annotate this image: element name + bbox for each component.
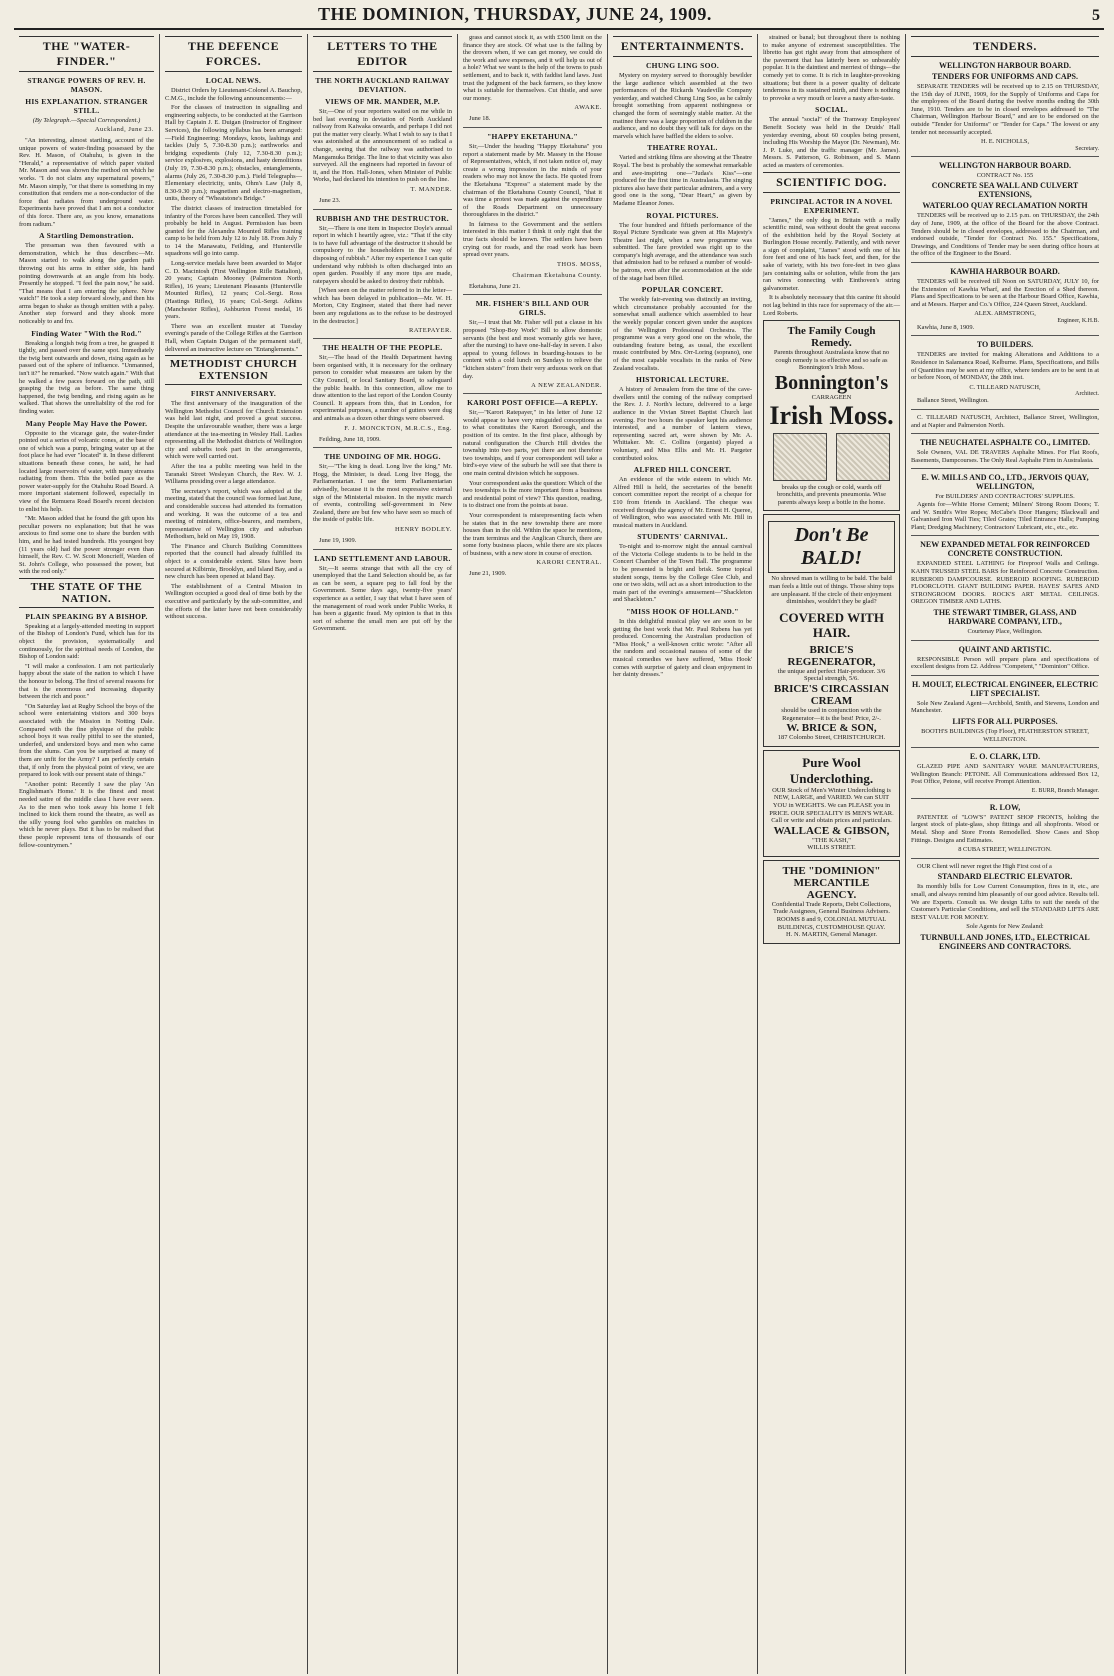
business-title: E. W. MILLS AND CO., LTD., JERVOIS QUAY, WELLINGTON, xyxy=(921,473,1089,492)
letter-signature: T. MANDER. xyxy=(410,185,452,193)
tender-signature: C. TILLEARD NATUSCH, xyxy=(969,383,1041,391)
advert-address: 187 Colombo Street, CHRISTCHURCH. xyxy=(777,734,886,742)
tender-subtitle: CONCRETE SEA WALL AND CULVERT EXTENSIONS, xyxy=(931,181,1079,200)
paragraph: "James," the only dog in Britain with a really scientific mind, was without doubt the great success of the exhibition held by the Royal Society at Burlington House recently. Patiently, and with never a sign of complaint, "James" stood with one of his fore feet and one of his back feet, and then, for the sake of variety, with his two fore-feet in two glass jars containing salts or solution, while from the jars ran wires connecting with Einthoven's string galvanometer. xyxy=(763,216,900,292)
business-title: E. O. CLARK, LTD. xyxy=(969,752,1041,762)
paragraph: Sir,—It seems strange that with all the cry of unemployed that the Land Selection should be, as far as can be seen, a square peg to fall foul by the Government. Some days ago, twenty-five years' experience as a settler, I say that what I have seen of the management of road work under Public Works, it has been a gigantic fraud. My opinion is that in this sort of scheme the small men are put off by the Government. xyxy=(313,564,452,633)
masthead-title: THE DOMINION, THURSDAY, JUNE 24, 1909. xyxy=(318,4,712,24)
columns xyxy=(14,34,1104,1674)
subheading: MR. FISHER'S BILL AND OUR GIRLS. xyxy=(475,299,590,318)
column-5 xyxy=(608,34,758,1674)
paragraph: [When seen on the matter referred to in the letter—which has been delayed in publication—Mr. W. H. Morton, City Engineer, stated that there had never been any regulations as to the refuse to be destroyed in the destructor.] xyxy=(313,287,452,325)
subheading: THE NORTH AUCKLAND RAILWAY DEVIATION. xyxy=(315,76,450,94)
tender-date: Kawhia, June 8, 1909. xyxy=(917,323,975,331)
article-heading: THE "WATER-FINDER." xyxy=(19,36,154,72)
tender-title: TO BUILDERS. xyxy=(976,340,1034,350)
business-body: GLAZED PIPE AND SANITARY WARE MANUFACTURERS, Wellington Branch: PETONE. All Communications addressed Box 12, Post Office, Petone, will receive Prompt Attention. xyxy=(911,763,1099,786)
subheading: HIS EXPLANATION. STRANGER STILL. xyxy=(25,97,148,115)
paragraph: For the classes of instruction in signalling and engineering subjects, to be conducted at the Garrison Hall by Captain J. E. Duigan (Instructor of Engineer Services), the following syllabus has been arranged:—Field Engineering: Mondays, knots, lashings and tackles (July 5, 7.30-8.30 p.m.); earthworks and bridging expedients (July 12, 7.30-8.30 p.m.); service explosives, explosions, and hasty demolitions (July 19, 7.30-8.30 p.m.); obstacles, entanglements, alarms (July 26, 7.30-8.30 p.m.). Field Telegraphs—Elementary electricity, units, Ohm's Law (July 8, 8.30-9.30 p.m.); magnetism and electro-magnetism, units, theory of "Wheatstone's Bridge." xyxy=(165,104,302,203)
subheading: KARORI POST OFFICE—A REPLY. xyxy=(467,398,598,408)
article-heading: THE STATE OF THE NATION. xyxy=(19,578,154,608)
tender-contract: CONTRACT No. 155 xyxy=(976,171,1034,179)
advert-title: Pure Wool Underclothing. xyxy=(789,754,874,786)
divider xyxy=(911,798,1099,799)
subheading: ALFRED HILL CONCERT. xyxy=(633,465,732,475)
divider xyxy=(911,675,1099,676)
letter-date: June 23. xyxy=(319,196,341,204)
paragraph: "Another point: Recently I saw the play 'An Englishman's Home.' It is the finest and most needed satire of the middle class I have ever seen. As to the men who took away his home I felt inclined to kick them round the theatre, as well as the silly young fool who gambles on matches in which he never plays. But it has to be realised that these people represent tens of thousands of our fellow-countrymen." xyxy=(19,780,154,849)
subheading: "HAPPY EKETAHUNA." xyxy=(487,131,578,141)
column-3 xyxy=(308,34,458,1674)
advert-firm: WALLACE & GIBSON, xyxy=(773,824,890,837)
advert-body: Confidential Trade Reports, Debt Collections, Trade Assignees, General Business Advisers. ROOMS 8 and 9, COLONIAL MUTUAL BUILDINGS, CUSTOMHOUSE QUAY. xyxy=(771,900,892,931)
testimonial-box-image xyxy=(773,433,827,481)
advert-body: No shrewd man is willing to be bald. The bald man feels a little out of things. Those shiny tops are unpleasant. If the circle of their enjoyment diminishes, wouldn't they be glad? xyxy=(769,575,894,606)
article-heading: METHODIST CHURCH EXTENSION xyxy=(165,355,302,385)
bottle-image xyxy=(836,433,890,481)
subheading: ROYAL PICTURES. xyxy=(646,210,719,220)
divider xyxy=(313,447,452,448)
subheading: THE HEALTH OF THE PEOPLE. xyxy=(322,343,443,353)
paragraph: The Finance and Church Building Committees reported that the council had already fulfilled its object to a considerable extent. Sites have been secured at Kilbirnie, Brooklyn, and Island Bay, and a new church has been opened at Island Bay. xyxy=(165,542,302,581)
business-address: 8 CUBA STREET, WELLINGTON. xyxy=(958,846,1052,854)
tender-address: Ballance Street, Wellington. xyxy=(917,397,989,405)
paragraph: The weekly fair-evening was distinctly an inviting, which circumstance probably accounted for the somewhat small audience which assembled to hear the weekly popular concert given under the auspices of the Wellington Professional Orchestra. The programme was a very good one on the whole, the outstanding feature being, as usual, the excellent music contributed by Mrs. Orr-Loring (soprano), one of the most capable vocalists in the ranks of New Zealand vocalists. xyxy=(613,296,752,372)
subheading: Many People May Have the Power. xyxy=(25,418,148,428)
tender-signature-title: Engineer, K.H.B. xyxy=(1057,317,1099,324)
subheading: POPULAR CONCERT. xyxy=(641,285,724,295)
paragraph: Sir,—The head of the Health Department having been organised with, it is necessary for the ordinary person to consider what measures are taken by the City Council, or local Sanitary Board, to safeguard the public health. In this connection, allow me to draw attention to the last report of the London County Council. It appears from this, that in London, for experimental purposes, a number of gutters were dug and animals as a dozen other things were observed. xyxy=(313,354,452,422)
advert-tail: breaks up the cough or cold, wards off bronchitis, and prevents pneumonia. Wise parents always keep a bottle in the home. xyxy=(776,483,886,506)
letter-signature-title: Chairman Eketahuna County. xyxy=(512,271,602,279)
paragraph: Sir,—"Karori Ratepayer," in his letter of June 12 would appear to have very misguided conceptions as to what constitutes the Karori Borough, and the position of its centre. In the first place, although by natural configuration the Church Hill divides the township into two parts, yet there are not therefore two townships, and if your correspondent will take a bird's-eye view of the suburb he will see that there is one main central division which he supposes. xyxy=(463,409,602,477)
tender-signature: ALEX. ARMSTRONG, xyxy=(974,310,1036,318)
letter-date: June 18. xyxy=(469,115,491,123)
paragraph: A history of Jerusalem from the time of the cave-dwellers until the coming of the railway comprised the Rev. J. J. North's lecture, delivered to a large audience in the Vivian Street Baptist Church last evening. For two hours the speaker kept his audience interested, and a number of lantern views, representing sacred art, were shown by Mr. A. Whittaker. Mr. C. Collins (organist) played a voluntary, and Miss Ellis and Mr. H. Pargeter contributed solos. xyxy=(613,386,752,462)
paragraph: Sir,—I trust that Mr. Fisher will put a clause in his proposed "Shop-Boy Work" Bill to allow domestic servants (the best and most womanly girls we have, after the nursing) to have one-half-day in seven. I also appeal to young fellows in boarding-houses to be content with a cold lunch on Sundays to relieve the "kitchen sisters" from their very arduous work on that day. xyxy=(463,319,602,380)
business-body: Agents for—White Horse Cement; Milners' Strong Room Doors; T. and W. Smith's Wire Ropes; McCabe's Door Hangers; Blackwall and Galvanised Iron Wall Ties; Tiled Grates; Tiled Entrance Halls; Pumping Plant; Dredging Machinery; Contractors' Lubricant, etc., etc., etc. xyxy=(911,501,1099,531)
business-body: Its monthly bills for Low Current Consumption, fires in it, etc., are small, and always remind him pleasantly of our good advice. Results tell. We are Experts. Consult us. We design Lifts to suit the needs of the Customer's Particular Conditions, and sell the STANDARD LIFTS ARE BEST VALUE FOR MONEY. xyxy=(911,883,1099,921)
business-body: OUR Client will never regret the High First cost of a xyxy=(917,862,1052,870)
tender-body: TENDERS will be received till Noon on SATURDAY, JULY 10, for the Extension of Kawhia Wharf, and the Erection of a Shed thereon. Plans and Specifications to be seen at the Harbour Board Office, Kawhia, and at Messrs. Harper and Co.'s Office, 224 Queen Street, Auckland. xyxy=(911,277,1099,308)
advert-product-desc: the unique and perfect Hair-producer. 3/6 Special strength, 5/6. xyxy=(777,667,886,683)
paragraph: "Mr. Mason added that he found the gift upon his peculiar powers no explanation; but that he was anxious to find some one to share the burden with him, and he had tested hundreds. His youngest boy (11 years old) had the power stronger even than himself, the Rev. C. W. Scott Moncrieff, Warden of St. John's College, who possessed the power, but with the rod only." xyxy=(19,515,154,576)
subheading: RUBBISH AND THE DESTRUCTOR. xyxy=(316,213,449,223)
masthead xyxy=(14,4,1104,30)
paragraph: Speaking at a largely-attended meeting in support of the Bishop of London's Fund, which has for its object the provision, systematically and continuously, for the spiritual needs of London, the Bishop of London said: xyxy=(19,622,154,661)
business-body: Sole Owners, VAL DE TRAVERS Asphalte Mines. For Flat Roofs, Basements, Dampcourses. The Only Real Asphalte Firm in Australasia. xyxy=(911,449,1099,464)
business-title: R. LOW, xyxy=(989,802,1021,812)
advert-product-2-desc: should be used in conjunction with the Regenerator—it is the best! Price, 2/-. xyxy=(781,706,882,722)
page-number: 5 xyxy=(1092,7,1100,24)
paragraph: The four hundred and fiftieth performance of the Royal Picture Syndicate was given at His Majesty's Theatre last night, when a new programme was submitted. The fare provided was right up to the company's high average, and the attendance was such that admission had to be refused a number of would-be patrons, even after the accommodation at the side of the stage had been filled. xyxy=(613,221,752,282)
column-2 xyxy=(160,34,308,1674)
letter-signature: RATEPAYER. xyxy=(409,327,452,335)
letter-signature: HENRY BODLEY. xyxy=(394,525,452,533)
business-subtitle: For BUILDERS' AND CONTRACTORS' SUPPLIES. xyxy=(935,493,1075,501)
paragraph: Varied and striking films are showing at the Theatre Royal. The best is probably the somewhat remarkable and awe-inspiring one—"Judas's Kiss"—one produced for the first time in Australasia. The singing pictures also have their particular admirers, and a very good one is the song, "Dear Heart," as given by Madame Eleanor Jones. xyxy=(613,154,752,207)
subheading: PLAIN SPEAKING BY A BISHOP. xyxy=(25,611,148,621)
subheading: CHUNG LING SOO. xyxy=(645,61,720,70)
advert-product-2: BRICE'S CIRCASSIAN CREAM xyxy=(773,682,890,707)
advert-title: Don't Be BALD! xyxy=(768,521,895,573)
advert-dont-be-bald xyxy=(763,514,900,746)
divider xyxy=(313,549,452,550)
paragraph: In fairness to the Government and the settlers interested in this matter I think it only right that the true facts should be known. The settlers have been crying out for roads, and the road work has been spread over years. xyxy=(463,220,602,259)
tender-title: KAWHIA HARBOUR BOARD. xyxy=(950,266,1060,276)
paragraph: District Orders by Lieutenant-Colonel A. Bauchop, C.M.G., include the following announcements:— xyxy=(165,87,302,102)
divider xyxy=(911,468,1099,469)
subheading: LOCAL NEWS. xyxy=(205,76,262,85)
tender-signature: H. E. NICHOLLS, xyxy=(980,138,1030,146)
column-6 xyxy=(758,34,906,1674)
article-heading: ENTERTAINMENTS. xyxy=(613,36,752,57)
letter-signature: F. J. MONCKTON, M.R.C.S., Eng. xyxy=(344,424,452,432)
business-firm: TURNBULL AND JONES, LTD., ELECTRICAL ENGINEERS AND CONTRACTORS. xyxy=(920,933,1090,951)
tender-subtitle: WATERLOO QUAY RECLAMATION NORTH xyxy=(922,201,1088,211)
column-7 xyxy=(906,34,1104,1674)
advert-wool-underclothing xyxy=(763,750,900,857)
paragraph: In this delightful musical play we are soon to be getting the best work that Mr. Paul Rubens has yet produced. Concerning the Australian production of "Miss Hook," a well-known critic wrote: "After all the random and occasional nausea of some of the musical comedies we have suffered, 'Miss Hook' comes with surprise of gaiety and clean enjoyment in her dainty dresses." xyxy=(613,618,752,679)
tenders-heading: TENDERS. xyxy=(911,36,1099,57)
column-4 xyxy=(458,34,608,1674)
paragraph: Mystery on mystery served to thoroughly bewilder the large audience which assembled at the two performances of the Rickards Vaudeville Company yesterday, and watched Chung Ling Soo, as he calmly brought something from apparent nothingness or changed the form of seemingly stable matter. At the matinee there was a large proportion of children in the audience, and no doubt they will talk for days on the marvels which have baffled the elders to solve. xyxy=(613,72,752,140)
paragraph: An evidence of the wide esteem in which Mr. Alfred Hill is held, the secretaries of the benefit concert committee report the receipt of a cheque for £10 from friends in Auckland. The cheque was received through the agency of Mr. Ernest H. Queree, of Wellington, who was associated with Mr. Hill in musical matters in Auckland. xyxy=(613,476,752,529)
paragraph: It is absolutely necessary that this canine fit should not lag behind in this race for supremacy of the air.—Lord Roberts. xyxy=(763,294,900,317)
letter-signature: A NEW ZEALANDER. xyxy=(531,382,602,390)
paragraph: "On Saturday last at Rugby School the boys of the school were entertaining visitors and 300 boys associated with the Mission in Notting Dale. Compared with the fine physique of the public school boys it was really pitiful to see the stunted, underfed, and undersized boys and men who came from the slums. Can you be surprised at many of them are unfit for the Army? I am perfectly certain that, if only from the physical point of view, we are prepared to look with our present state of things." xyxy=(19,702,154,779)
subheading: "MISS HOOK OF HOLLAND." xyxy=(626,607,739,617)
paragraph: To-night and to-morrow night the annual carnival of the Victoria College students is to be held in the Concert Chamber of the Town Hall. The programme to be presented is bright and brisk. Some topical student songs, items by the College Glee Club, and one or two skits, will act as a short introduction to the main part of the evening's amusement—"Shackleton and Shackleton." xyxy=(613,543,752,604)
letter-date: June 21, 1909. xyxy=(469,570,507,578)
letter-date: Eketahuna, June 21. xyxy=(469,282,521,290)
advert-illustrations xyxy=(768,433,895,481)
divider xyxy=(911,640,1099,641)
divider xyxy=(911,433,1099,434)
tender-body: SEPARATE TENDERS will be received up to 2.15 on THURSDAY, the 15th day of JUNE, 1909, for the Supply of Uniforms and Caps for the employees of the Board during the twelve months ending the 30th June, 1910. Tenders are to be in closed envelopes addressed to "The Chairman, Wellington Harbour Board," and are to be endorsed on the outside "Tender for Uniforms" or "Tender for Caps." The lowest or any tender not necessarily accepted. xyxy=(911,83,1099,136)
paragraph: The first anniversary of the inauguration of the Wellington Methodist Council for Church Extension was held last night, and proved a great success. Despite the unfavourable weather, there was a large attendance at the tea-meeting in Wesley Hall. Ladies representing all the Methodist districts of Wellington city and suburbs took part in the arrangements, which were well carried out. xyxy=(165,400,302,461)
letter-signature: AWAKE. xyxy=(574,104,602,112)
paragraph: The district classes of instruction timetabled for infantry of the Forces have been cancelled. They will probably be held in August. Permission has been granted for the Alexandra Mounted Rifles training camp to be held from July 12 to July 18. From July 7 to 14 the Manawatu, Feilding, and Hunterville squadrons will go into camp. xyxy=(165,204,302,258)
paragraph: "An interesting, almost startling, account of the unique powers of water-finding possessed by the Rev. H. Mason, of Otahuhu, is given in the "Herald," a representative of which paper visited Mr. Mason and was shown the method on which he works. "I do not claim any supernatural powers," Mr. Mason simply, "or that there is something in my constitution that renders me a non-conductor of the force that radiates from underground water. Experiments have proved that I am not a conductor of this force. There are, as you know, emanations from radium." xyxy=(19,137,154,228)
divider xyxy=(313,338,452,339)
article-heading: SCIENTIFIC DOG. xyxy=(763,172,900,193)
advert-mercantile-agency xyxy=(763,860,900,944)
subheading: LAND SETTLEMENT AND LABOUR. xyxy=(314,553,451,563)
divider xyxy=(911,858,1099,859)
advert-firm-sub: "THE KASH," xyxy=(812,836,851,844)
tender-title: WELLINGTON HARBOUR BOARD. xyxy=(938,61,1072,70)
paragraph: strained or banal; but throughout there is nothing to make anyone of extremest susceptibilities. The libretto has got right away from that atmosphere of the pavement that has latterly been so unbearably popular. It is the daintiest and merriest of things—the comedy yet to come. It is rich in laughter-provoking situations; but there is a power quality of delicate tenderness in its sustained mirth, and there is nothing to provoke a wry mouth or leave a nasty after-taste. xyxy=(763,34,900,102)
tender-body: TENDERS are invited for making Alterations and Additions to a Residence in Salamanca Road, Kelburne. Plans, Specifications, and Bills of Quantities may be seen at my office, where tenders are to be sent in at or before Noon, of MONDAY, the 28th inst. xyxy=(911,351,1099,382)
column-1 xyxy=(14,34,160,1674)
divider xyxy=(911,535,1099,536)
paragraph: The annual "social" of the Tramway Employees' Benefit Society was held in the Druids' Hall yesterday evening, about 60 couples being present, including His Worship the Mayor (Dr. Newman), Mr. J. P. Luke, and the traffic manager (Mr. James). Messrs. S. Patterson, G. Robinson, and S. Mann acted as masters of ceremonies. xyxy=(763,116,900,169)
paragraph: The establishment of a Central Mission in Wellington occupied a good deal of time both by the executive and particularly by the sub-committee, and the efforts of the latter have not been considerably without success. xyxy=(165,582,302,621)
business-body: RESPONSIBLE Person will prepare plans and specifications of excellent designs from £2. Address "Competent," "Dominion" Office. xyxy=(911,655,1099,671)
paragraph: Sir,—There is one item in Inspector Doyle's annual report in which I heartily agree, viz.: "That if the city is to have full advantage of the destructor it should be compulsory to the householders in the way of disposing of rubbish." After my experience I can quite understand why rubbish is often discharged into an open garden. Possibly if any more tips are made, ratepayers should be asked to destroy their rubbish. xyxy=(313,224,452,285)
divider xyxy=(911,335,1099,336)
letter-signature: KARORI CENTRAL. xyxy=(536,559,602,567)
paragraph: Sir,—One of your reporters waited on me while in bed last evening in deviation of North Auckland railway from Kaiwaka onwards, and perhaps I did not put the matter very clearly. What I wish to say is that I was astonished at the announcement of so radical a change, seeing that the railway was authorised to Mangamuka Bridge. The line to that vicinity was also surveyed. All the engineers had reported in favour of it, and the Hon. Hall-Jones, when Minister of Public Works, had declared his intention to push on the line. xyxy=(313,108,452,184)
subheading: STUDENTS' CARNIVAL. xyxy=(637,532,728,542)
paragraph: After the tea a public meeting was held in the Taranaki Street Wesleyan Church, the Rev. W. J. Williams presiding over a large attendance. xyxy=(165,462,302,486)
tender-signature-title: Architect. xyxy=(1075,391,1099,398)
paragraph: Your correspondent is misrepresenting facts when he states that in the new township there are more houses than in the old. Within the space he mentions, the tram terminus and the Anglican Church, there are some forty business places, while there are six places of business, with a new store in course of erection. xyxy=(463,511,602,557)
business-signature: E. BURR, Branch Manager. xyxy=(1031,787,1099,794)
subheading: HISTORICAL LECTURE. xyxy=(635,375,730,385)
byline: (By Telegraph.—Special Correspondent.) xyxy=(32,117,141,124)
paragraph: Your correspondent asks the question: Which of the two townships is the more important from a business and residential point of view? This question, reading, is to distract one from the points at issue. xyxy=(463,479,602,510)
divider xyxy=(463,294,602,295)
subheading: THEATRE ROYAL. xyxy=(647,143,718,153)
tender-signature-title: Secretary. xyxy=(1075,145,1099,152)
paragraph: Long-service medals have been awarded to Major C. D. Macintosh (First Wellington Rifle Battalion), 20 years; Captain Mooney (Palmerston North Rifles), 16 years; Lieutenant Pleasants (Hunterville Mounted Rifles), 12 years; Col.-Sergt. Ross (Hastings Rifles), 16 years; Col.-Sergt. Adkins (Manchester Rifles), Ashburton Forest medal, 16 years. xyxy=(165,260,302,321)
paragraph: Sir,—"The king is dead. Long live the king," Mr. Hogg, the Minister, is dead. Long live Hogg, the Parliamentarian. I use the term Parliamentarian advisedly, because it is the most expressive external sign of the Ministerial mission. In the mystic march of events, controlling self-government in New Zealand, there are but few who have seen so much of the inside of public life. xyxy=(313,463,452,524)
advert-brand: Bonnington's xyxy=(774,372,889,394)
paragraph: grass and cannot stock it, as with £500 limit on the finance they are stock. Of what use is the falling by the drovers when, if we can get money, we could do the work and save expenses, and it will help us out of a hole? What we want is the help of the towns to push settlement, and to back it, with faddist land laws. Just trust the judgment of the back farmers, so they know what is suitable for themselves. Cut thistle, and save our money. xyxy=(463,34,602,102)
paragraph: Opposite to the vicarage gate, the water-finder pointed out a series of volcanic cones, at the base of one of which was a pump, bringing water up at the foot place he had ever "located" it. In these different situations beneath these cones, he said, he had located large reservoirs of water, with many streams radiating from them. This the boiled pace as the power water-supply for the Otahuhu Road Board. A more important statement followed, especially in view of the Remuera Road Board's recent decision to enlist his help. xyxy=(19,429,154,513)
divider xyxy=(911,262,1099,263)
advert-title: The Family Cough Remedy. xyxy=(787,325,876,350)
subheading: THE UNDOING OF MR. HOGG. xyxy=(324,452,441,462)
subheading: STRANGE POWERS OF REV. H. MASON. xyxy=(27,76,146,94)
subheading: Finding Water "With the Rod." xyxy=(31,328,142,338)
advert-manager: H. N. MARTIN, General Manager. xyxy=(786,931,877,939)
divider xyxy=(911,747,1099,748)
tender-title: WELLINGTON HARBOUR BOARD. xyxy=(938,160,1072,170)
divider xyxy=(911,156,1099,157)
paragraph: Sir,—Under the heading "Happy Eketahuna" you report a statement made by Mr. Massey in the House of Representatives, which, if not taken notice of, may create a wrong impression in the minds of your readers who may not know the facts. He quoted from the Eketahuna "Express" a statement made by the chairman of the Eketahuna County Council, "that it was time a protest was made against the expenditure of the Roads Department on unnecessary thoroughfares in the district." xyxy=(463,142,602,219)
divider xyxy=(313,209,452,210)
divider xyxy=(463,127,602,128)
business-address: Courtenay Place, Wellington. xyxy=(967,627,1043,635)
advert-body: Parents throughout Australasia know that no cough remedy is so effective and so safe as Bonnington's Irish Moss. xyxy=(773,349,890,372)
paragraph: Breaking a longish twig from a tree, he grasped it tightly, and passed over the same spot. Immediately the twig bent outwards and down, rising again as he passed out of the sphere of influence. "Unmanned, isn't it?" he remarked. "Now watch again." With that he walked a few paces forward on the path, still grasping the twig as before. The same thing happened, the twig bending, and rising again as he walked. That shows the unreliability of the rod for finding water. xyxy=(19,339,154,415)
business-title: H. MOULT, ELECTRICAL ENGINEER, ELECTRIC LIFT SPECIALIST. xyxy=(911,679,1099,698)
divider xyxy=(463,393,602,394)
business-body: Sole New Zealand Agent—Archbold, Smith, and Stevens, London and Manchester. xyxy=(911,699,1099,715)
paragraph: The secretary's report, which was adopted at the meeting, stated that the council was formed last June, and considerable success had attended its formation and working. It was the outcome of a tea and meeting of ministers, office-bearers, and members, representative of Wellington city and suburban Methodism, held on May 19, 1908. xyxy=(165,487,302,541)
business-address: BOOTH'S BUILDINGS (Top Floor), FEATHERSTON STREET, WELLINGTON. xyxy=(921,727,1089,743)
advert-brand-sub: CARRAGEEN xyxy=(811,394,852,401)
business-agents: Sole Agents for New Zealand: xyxy=(966,923,1044,931)
advert-brand-2: Irish Moss. xyxy=(769,400,894,430)
dateline: Auckland, June 23. xyxy=(94,126,154,133)
business-title: STANDARD ELECTRIC ELEVATOR. xyxy=(937,872,1073,882)
paragraph: "I will make a confession. I am not particularly happy about the state of the nation to which I have the honour to belong. The first of several reasons for that is the enormous and increasing disparity between the rich and poor." xyxy=(19,662,154,701)
advert-address: WILLIS STREET. xyxy=(807,844,856,852)
advert-body: OUR Stock of Men's Winter Underclothing is NEW, LARGE, and VARIED. We can SUIT YOU in WEIGHTS. We can PLEASE you in PRICE. OUR SPECIALITY IS MEN'S WEAR. Call or write and obtain prices and particulars. xyxy=(769,786,894,825)
tender-body: TENDERS will be received up to 2.15 p.m. on THURSDAY, the 24th day of June, 1909, at the office of the Board for the above Contract. Tenders should be in closed envelopes, addressed to the Chairman, and endorsed outside, "Tender for Contract No. 155." Specifications, Drawings, and Conditions of Tender may be seen during office hours at the office of the Engineer to the Board. xyxy=(911,212,1099,258)
business-card: C. TILLEARD NATUSCH, Architect, Ballance Street, Wellington, and at Napier and Palmerston North. xyxy=(911,414,1099,429)
letter-date: Feilding, June 18, 1909. xyxy=(319,435,381,443)
article-heading: THE DEFENCE FORCES. xyxy=(165,36,302,72)
subheading: VIEWS OF MR. MANDER, M.P. xyxy=(325,97,440,106)
business-firm: THE STEWART TIMBER, GLASS, AND HARDWARE COMPANY, LTD., xyxy=(933,607,1077,626)
divider xyxy=(911,409,1099,410)
tender-subtitle: TENDERS FOR UNIFORMS AND CAPS. xyxy=(931,72,1078,81)
business-title: THE NEUCHATEL ASPHALTE CO., LIMITED. xyxy=(919,438,1091,448)
paragraph: The pressman was then favoured with a demonstration, which he thus describes:—Mr. Mason started to walk along the garden path throwing out his arms in either side, his hand pointing downwards at an angle from his body. Presently he stopped. "I feel the pain now," he said. "That means that I am entering the sphere. Now watch!" He took a step forward slowly, and then his arms began to shake as though smitten with a palsy. Another step forward and they shook more noticeably to and fro. xyxy=(19,242,154,326)
business-subtitle: LIFTS FOR ALL PURPOSES. xyxy=(952,716,1058,726)
business-title: QUAINT AND ARTISTIC. xyxy=(958,644,1052,654)
subheading: FIRST ANNIVERSARY. xyxy=(190,389,277,399)
subheading: SOCIAL. xyxy=(815,105,848,115)
subheading: PRINCIPAL ACTOR IN A NOVEL EXPERIMENT. xyxy=(770,196,893,215)
subheading: A Startling Demonstration. xyxy=(39,231,134,241)
article-heading: LETTERS TO THE EDITOR xyxy=(313,36,452,72)
advert-product: BRICE'S REGENERATOR, xyxy=(787,643,876,668)
advert-headline: COVERED WITH HAIR. xyxy=(779,609,884,640)
paragraph: There was an excellent muster at Tuesday evening's parade of the College Rifles at the Garrison Hall, when Captain Duigan of the permanent staff, delivered an instructive lecture on "Entanglements." xyxy=(165,322,302,353)
advert-title: THE "DOMINION" MERCANTILE AGENCY. xyxy=(782,864,881,901)
business-body: EXPANDED STEEL LATHING for Fireproof Walls and Ceilings. KAHN TRUSSED STEEL BARS for Reinforced Concrete Construction. RUBEROID DAMPCOURSE. RUBEROID ROOFING. RUBEROID FLOORCLOTH. GIANT BUILDING PAPER. HAYES' SAFES AND STRONGROOM DOORS. ROCK'S ART METAL CEILINGS. OREGON TIMBER AND LATHS. xyxy=(911,560,1099,606)
business-body: PATENTEE of "LOW'S" PATENT SHOP FRONTS, holding the largest stock of plate-glass, shop fittings and all shopfronts. Wood or Metal. Shop and Store Fronts Remodelled. Show Cases and Shop Fittings. Designs and Estimates. xyxy=(911,813,1099,844)
advert-firm: W. BRICE & SON, xyxy=(786,722,877,735)
letter-date: June 19, 1909. xyxy=(319,536,357,544)
letter-signature: THOS. MOSS, xyxy=(556,260,602,268)
business-title: NEW EXPANDED METAL FOR REINFORCED CONCRETE CONSTRUCTION. xyxy=(920,540,1090,559)
advert-irish-moss xyxy=(763,320,900,511)
